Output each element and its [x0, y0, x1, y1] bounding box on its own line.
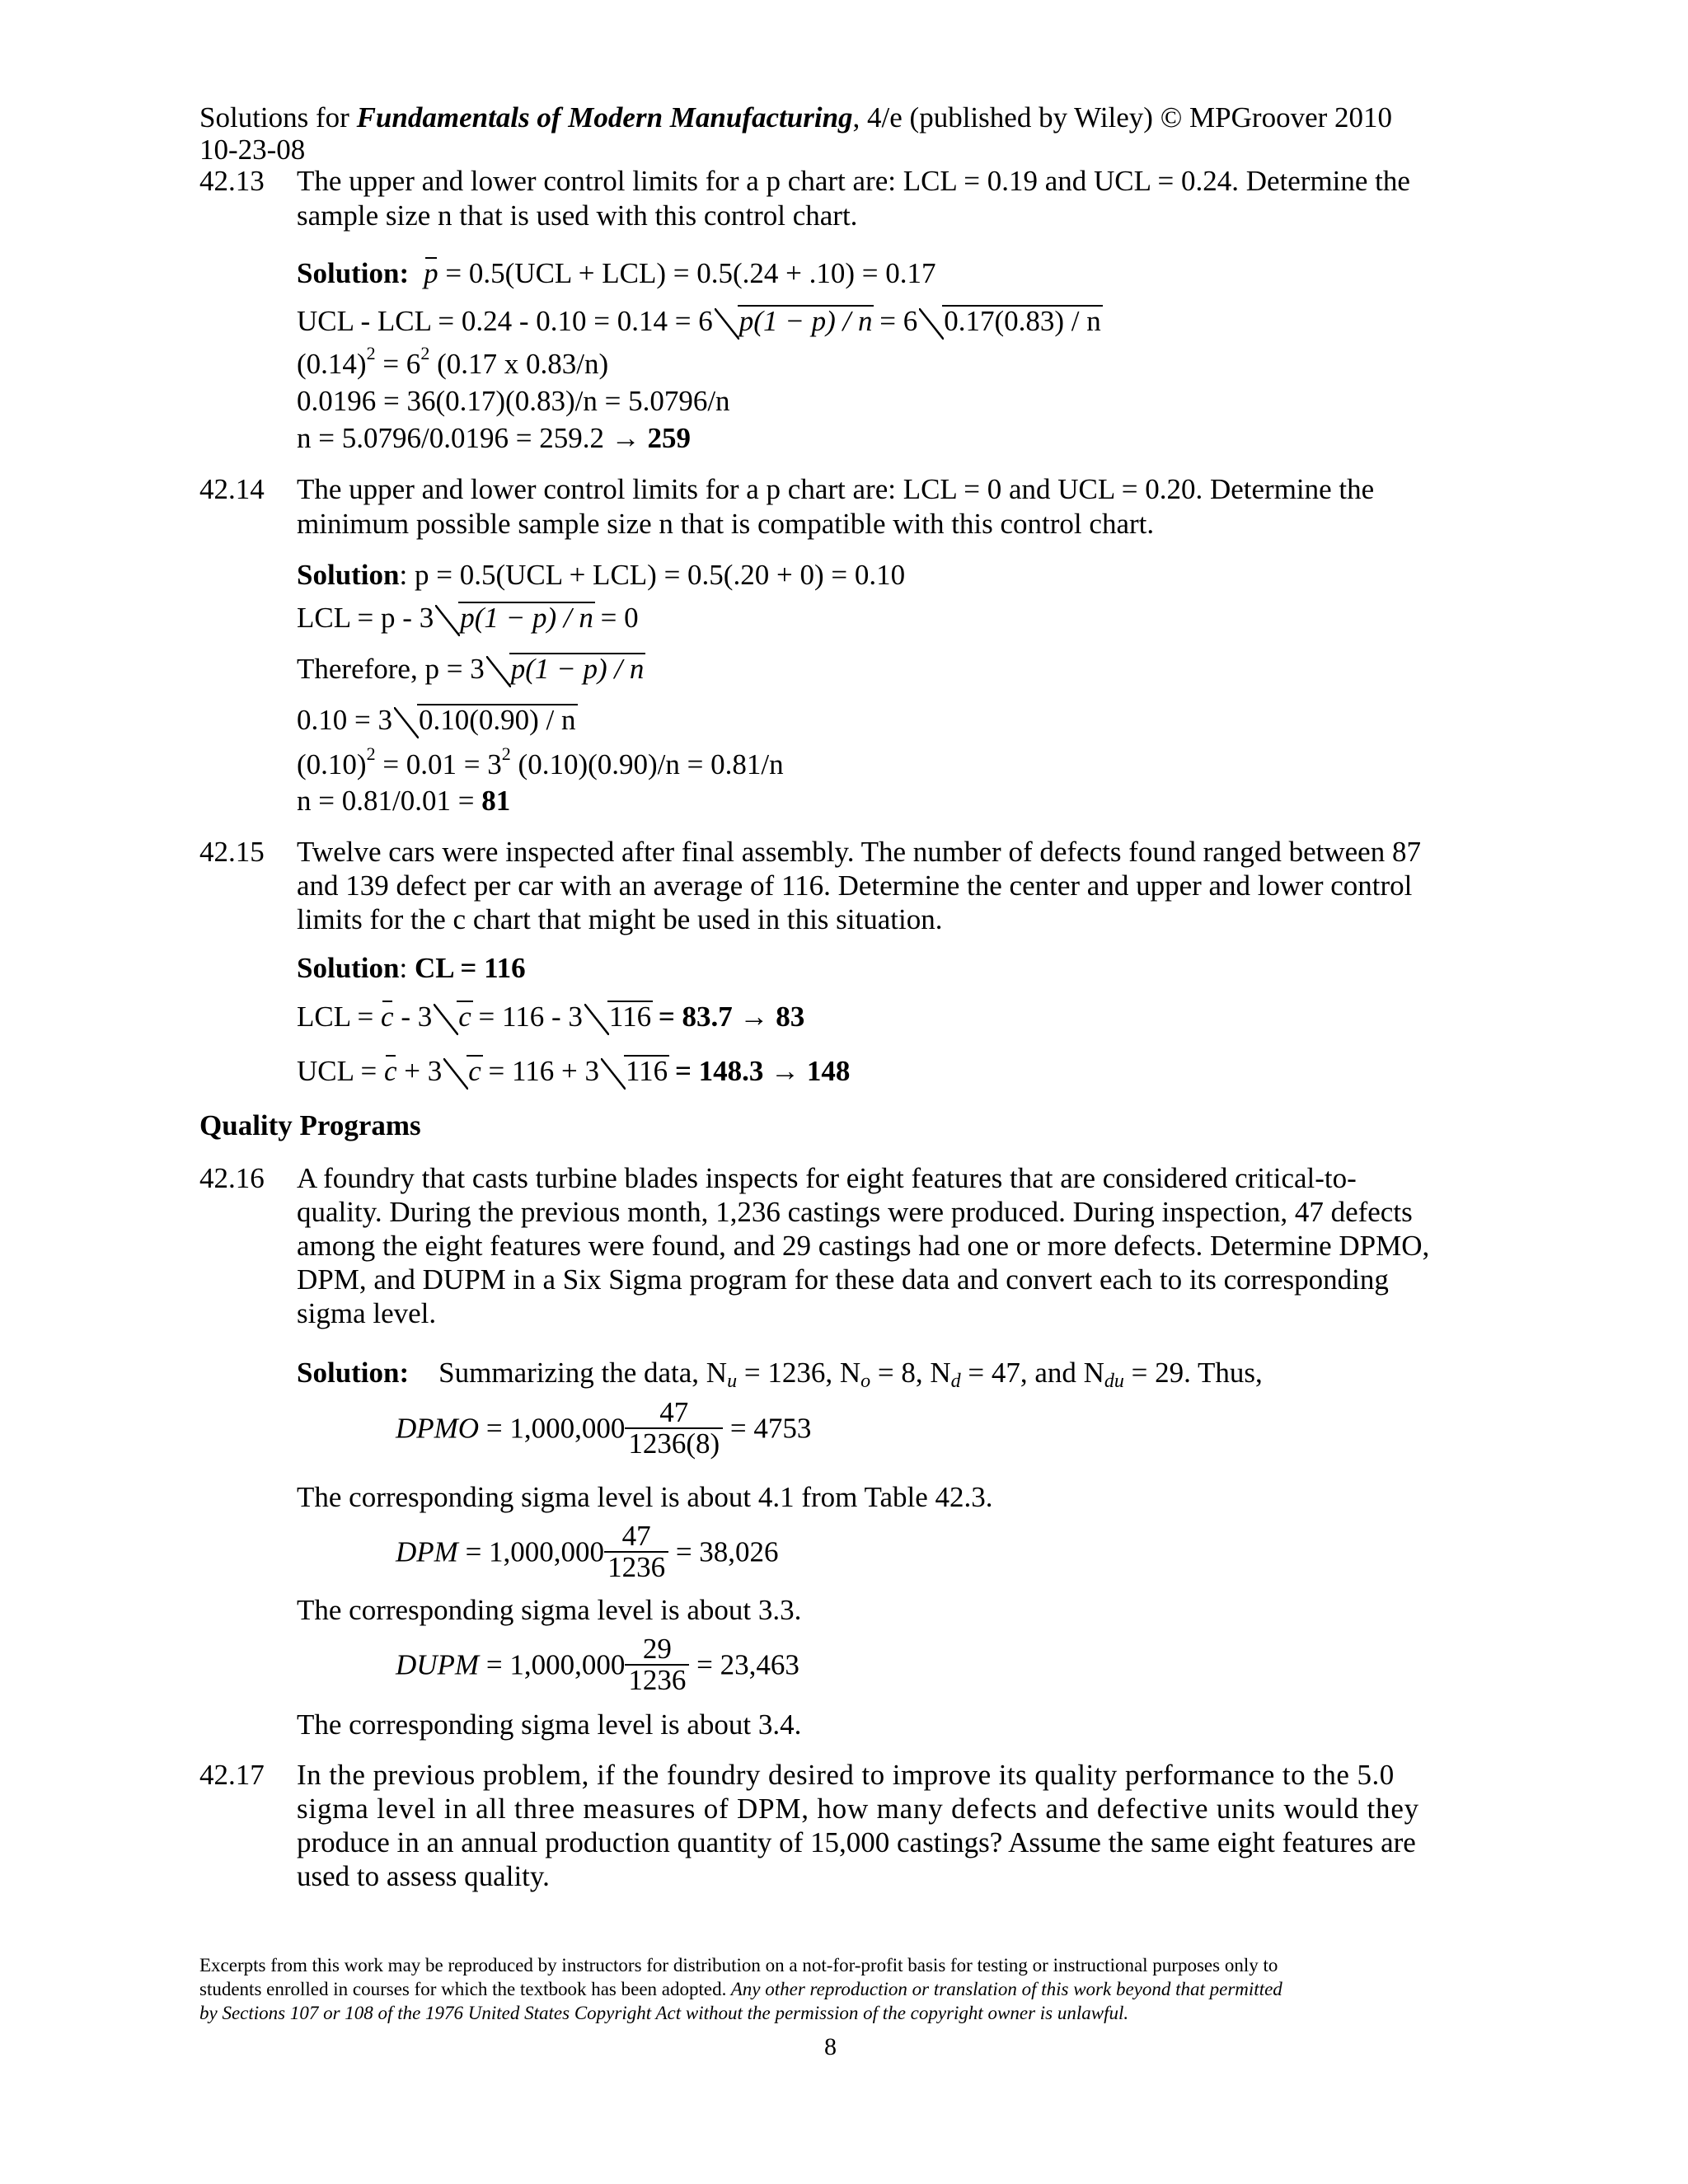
solution-line	[297, 783, 510, 818]
sigma-note: The corresponding sigma level is about 3.4.	[297, 1708, 802, 1741]
sqrt-expression	[919, 303, 1101, 339]
solution-text: n = 5.0796/0.0196 = 259.2 →	[297, 422, 640, 454]
solution-text: (0.10)	[297, 748, 367, 780]
solution-text: = 0	[600, 602, 639, 634]
equation-result: = 23,463	[689, 1648, 799, 1681]
solution-text: = 8, N	[870, 1357, 951, 1389]
solution-text: = 47, and N	[960, 1357, 1104, 1389]
answer: 259	[647, 422, 691, 454]
answer: = 83.7 → 83	[658, 1001, 805, 1033]
solution-text: (0.10)(0.90)/n = 0.81/n	[510, 748, 784, 780]
solution-line	[297, 950, 526, 986]
solution-text: UCL - LCL = 0.24 - 0.10 = 0.14 = 6	[297, 305, 713, 337]
equation-text: = 1,000,000	[457, 1535, 605, 1568]
subscript: du	[1104, 1371, 1124, 1392]
radicand: 0.10(0.90) / n	[419, 704, 576, 736]
running-header	[199, 100, 1392, 135]
denominator: 1236	[604, 1551, 668, 1582]
fraction	[625, 1634, 689, 1695]
equation-lhs: DPMO	[396, 1412, 480, 1445]
dpmo-equation	[396, 1398, 811, 1459]
radicand: 116	[625, 1055, 668, 1087]
equation-text: = 1,000,000	[479, 1648, 626, 1681]
solution-line: $(0.10)^2 = 0.01 = 3^2$ (0.10)(0.90)/n = 0.81/n	[297, 743, 784, 780]
sqrt-expression	[584, 999, 651, 1034]
problem-text: The upper and lower control limits for a p chart are: LCL = 0.19 and UCL = 0.24. Determine the	[297, 165, 1410, 197]
sqrt-expression	[715, 303, 873, 339]
problem-text: A foundry that casts turbine blades inspects for eight features that are considered critical-to-	[297, 1162, 1357, 1194]
problem-number: 42.17	[199, 1759, 265, 1791]
sigma-note: The corresponding sigma level is about 4.1 from Table 42.3.	[297, 1481, 993, 1513]
solution-text: Therefore, p = 3	[297, 653, 485, 685]
radicand: 0.17(0.83) / n	[944, 305, 1101, 337]
problem-text: among the eight features were found, and 29 castings had one or more defects. Determine DPMO,	[297, 1230, 1430, 1262]
solution-line	[297, 557, 905, 593]
solution-text: = 1236, N	[737, 1357, 861, 1389]
solution-line	[297, 651, 644, 687]
solution-line: 0.0196 = 36(0.17)(0.83)/n = 5.0796/n	[297, 385, 730, 417]
problem-text: The upper and lower control limits for a p chart are: LCL = 0 and UCL = 0.20. Determine the	[297, 473, 1375, 505]
footer-text: Any other reproduction or translation of this work beyond that permitted	[726, 1979, 1282, 1999]
sqrt-expression	[435, 600, 593, 635]
problem-text: produce in an annual production quantity of 15,000 castings? Assume the same eight features are	[297, 1826, 1416, 1858]
section-heading: Quality Programs	[199, 1109, 421, 1141]
solution-label: Solution	[297, 257, 400, 289]
solution-label: Solution	[297, 559, 400, 591]
problem-text: Twelve cars were inspected after final assembly. The number of defects found ranged between 87	[297, 836, 1421, 868]
numerator: 29	[642, 1633, 672, 1665]
solution-text: 0.10 = 3	[297, 704, 392, 736]
equation-text: = 1,000,000	[479, 1412, 626, 1445]
solution-label: Solution	[297, 952, 400, 984]
solution-line	[297, 600, 639, 635]
footer-line	[199, 1977, 1282, 2001]
p-bar-symbol: p	[424, 257, 438, 289]
solution-text: = 0.5(UCL + LCL) = 0.5(.24 + .10) = 0.17	[445, 257, 936, 289]
solution-text: (0.17 x 0.83/n)	[429, 348, 609, 380]
solution-line	[297, 702, 576, 738]
dupm-equation	[396, 1634, 799, 1695]
sqrt-expression	[601, 1053, 668, 1089]
answer: 81	[481, 785, 511, 817]
solution-text: LCL = p - 3	[297, 602, 434, 634]
footer-text: students enrolled in courses for which the textbook has been adopted.	[199, 1979, 727, 1999]
problem-text: sigma level in all three measures of DPM, how many defects and defective units would they	[297, 1793, 1419, 1825]
problem-text: quality. During the previous month, 1,236 castings were produced. During inspection, 47 defects	[297, 1196, 1413, 1228]
problem-text: minimum possible sample size n that is compatible with this control chart.	[297, 508, 1155, 540]
problem-number: 42.13	[199, 165, 265, 197]
equation-lhs: DUPM	[396, 1648, 480, 1681]
fraction	[604, 1521, 668, 1582]
header-suffix: , 4/e (published by Wiley) © MPGroover 2010	[852, 101, 1393, 134]
solution-text: = 6	[879, 305, 918, 337]
equation-lhs: DPM	[396, 1535, 458, 1568]
sqrt-expression: c	[434, 999, 471, 1034]
problem-text: DPM, and DUPM in a Six Sigma program for these data and convert each to its corresponding	[297, 1263, 1389, 1296]
dpm-equation	[396, 1521, 779, 1582]
solution-text: = 29. Thus,	[1123, 1357, 1263, 1389]
problem-number: 42.15	[199, 836, 265, 868]
solution-text: = 6	[375, 348, 421, 380]
lcl-line: LCL = c - 3 c = 116 - 3 116 = 83.7 → 83	[297, 1001, 805, 1033]
solution-line: $(0.14)^2 = 6^2$ (0.17 x 0.83/n)	[297, 343, 609, 380]
problem-number: 42.14	[199, 473, 265, 505]
equation-result: = 4753	[723, 1412, 812, 1445]
header-date: 10-23-08	[199, 134, 306, 166]
solution-text: - 3	[393, 1001, 433, 1033]
radicand: p(1 − p) / n	[738, 305, 873, 337]
sqrt-expression	[486, 651, 645, 687]
solution-text: Summarizing the data, N	[438, 1357, 728, 1389]
solution-text: = 116 - 3	[471, 1001, 583, 1033]
solution-text: = 0.01 = 3	[375, 748, 502, 780]
problem-text: sigma level.	[297, 1297, 437, 1329]
problem-text: used to assess quality.	[297, 1860, 550, 1892]
radicand: p(1 − p) / n	[460, 602, 593, 634]
sqrt-expression	[394, 702, 576, 738]
subscript: o	[860, 1371, 871, 1392]
solution-line	[297, 420, 691, 456]
solution-line: Solution: p = 0.5(UCL + LCL) = 0.5(.24 + .10) = 0.17	[297, 257, 936, 289]
numerator: 47	[621, 1520, 651, 1552]
numerator: 47	[659, 1396, 689, 1428]
radicand: 116	[608, 1001, 652, 1033]
problem-text: sample size n that is used with this control chart.	[297, 199, 858, 232]
solution-line	[297, 303, 1101, 339]
ucl-line: UCL = c + 3 c = 116 + 3 116 = 148.3 → 148	[297, 1055, 851, 1087]
footer-line: Excerpts from this work may be reproduced by instructors for distribution on a not-for-profit basis for testing or instructional purposes only to	[199, 1955, 1278, 1975]
page-number: 8	[824, 2033, 837, 2060]
book-title: Fundamentals of Modern Manufacturing	[356, 101, 853, 134]
solution-label: Solution:	[297, 1357, 410, 1389]
header-prefix: Solutions for	[199, 101, 357, 134]
problem-text: limits for the c chart that might be used in this situation.	[297, 903, 943, 935]
sigma-note: The corresponding sigma level is about 3.3.	[297, 1594, 802, 1626]
solution-text: : p = 0.5(UCL + LCL) = 0.5(.20 + 0) = 0.10	[399, 559, 906, 591]
solution-text: + 3	[396, 1055, 443, 1087]
problem-number: 42.16	[199, 1162, 265, 1194]
problem-text: and 139 defect per car with an average of 116. Determine the center and upper and lower control	[297, 869, 1413, 902]
fraction	[625, 1398, 723, 1459]
radicand: p(1 − p) / n	[510, 653, 645, 685]
footer-line: by Sections 107 or 108 of the 1976 United States Copyright Act without the permission of the copyright owner is unlawful.	[199, 2003, 1129, 2023]
answer: = 148.3 → 148	[674, 1055, 851, 1087]
subscript: u	[727, 1371, 738, 1392]
solution-text: = 116 + 3	[481, 1055, 599, 1087]
solution-text: :	[399, 952, 415, 984]
problem-text: In the previous problem, if the foundry desired to improve its quality performance to the 5.0	[297, 1759, 1395, 1791]
subscript: d	[950, 1371, 961, 1392]
sqrt-expression: c	[443, 1053, 481, 1089]
solution-text: n = 0.81/0.01 =	[297, 785, 475, 817]
equation-result: = 38,026	[668, 1535, 779, 1568]
answer: CL = 116	[414, 952, 526, 984]
solution-text: UCL =	[297, 1055, 384, 1087]
solution-line	[297, 1355, 1263, 1390]
solution-text: (0.14)	[297, 348, 367, 380]
denominator: 1236(8)	[625, 1427, 723, 1459]
denominator: 1236	[625, 1664, 689, 1695]
solution-text: LCL =	[297, 1001, 382, 1033]
